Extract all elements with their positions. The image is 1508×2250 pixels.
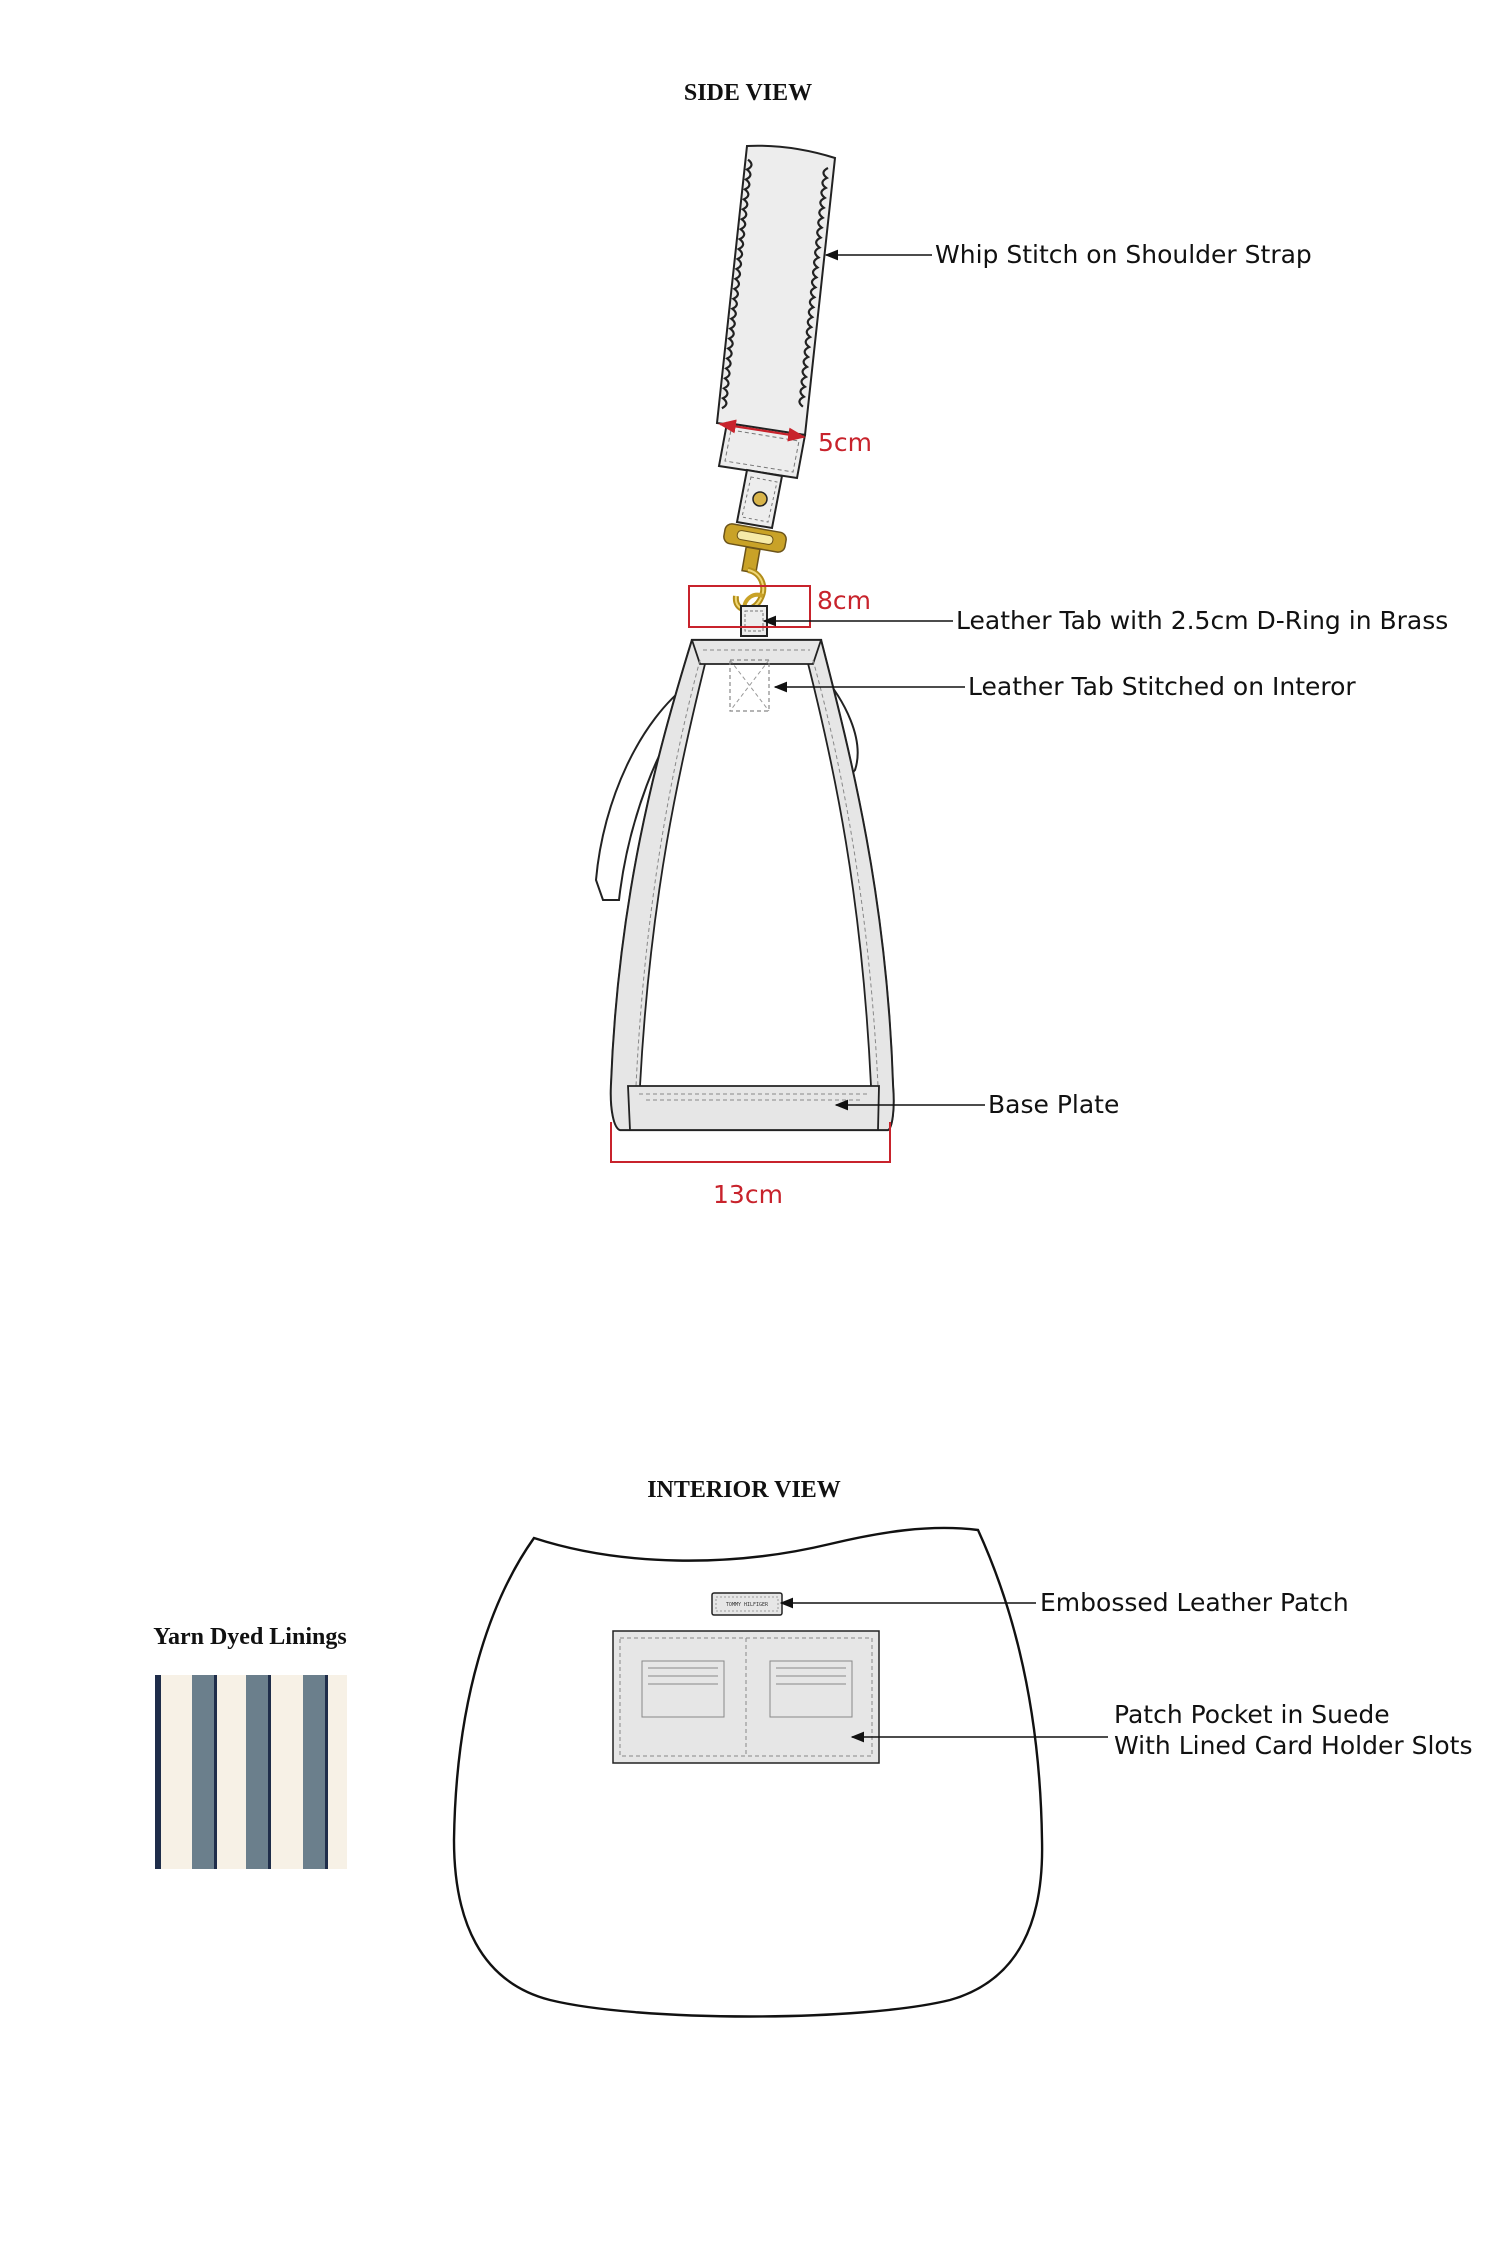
patch-pocket — [613, 1631, 879, 1763]
embossed-leather-patch — [712, 1593, 782, 1615]
callout-leather-tab-interior — [775, 672, 1356, 701]
interior-view-title: INTERIOR VIEW — [647, 1477, 841, 1503]
strap-width-label: 5cm — [818, 428, 873, 457]
base-width-dimension — [611, 1122, 890, 1209]
callout-leather-tab-dring-label: Leather Tab with 2.5cm D-Ring in Brass — [956, 606, 1449, 635]
lining-swatch — [155, 1675, 347, 1869]
rivet-icon — [753, 492, 767, 506]
callout-patch-pocket-line1: Patch Pocket in Suede — [1114, 1700, 1390, 1729]
callout-patch-pocket-line2: With Lined Card Holder Slots — [1114, 1731, 1473, 1760]
patch-brand-text: TOMMY HILFIGER — [725, 1602, 769, 1608]
callout-embossed-patch-label: Embossed Leather Patch — [1040, 1588, 1349, 1617]
tab-width-label: 8cm — [817, 586, 872, 615]
callout-whip-stitch-label: Whip Stitch on Shoulder Strap — [935, 240, 1312, 269]
base-width-label: 13cm — [713, 1180, 783, 1209]
lining-title: Yarn Dyed Linings — [153, 1624, 347, 1650]
bag-side-profile — [596, 640, 894, 1130]
strap-connector-tab — [737, 470, 782, 528]
callout-base-plate-label: Base Plate — [988, 1090, 1120, 1119]
callout-whip-stitch — [826, 240, 1312, 269]
d-ring-tab — [741, 595, 767, 636]
callout-leather-tab-interior-label: Leather Tab Stitched on Interor — [968, 672, 1356, 701]
side-view-title: SIDE VIEW — [683, 80, 813, 106]
